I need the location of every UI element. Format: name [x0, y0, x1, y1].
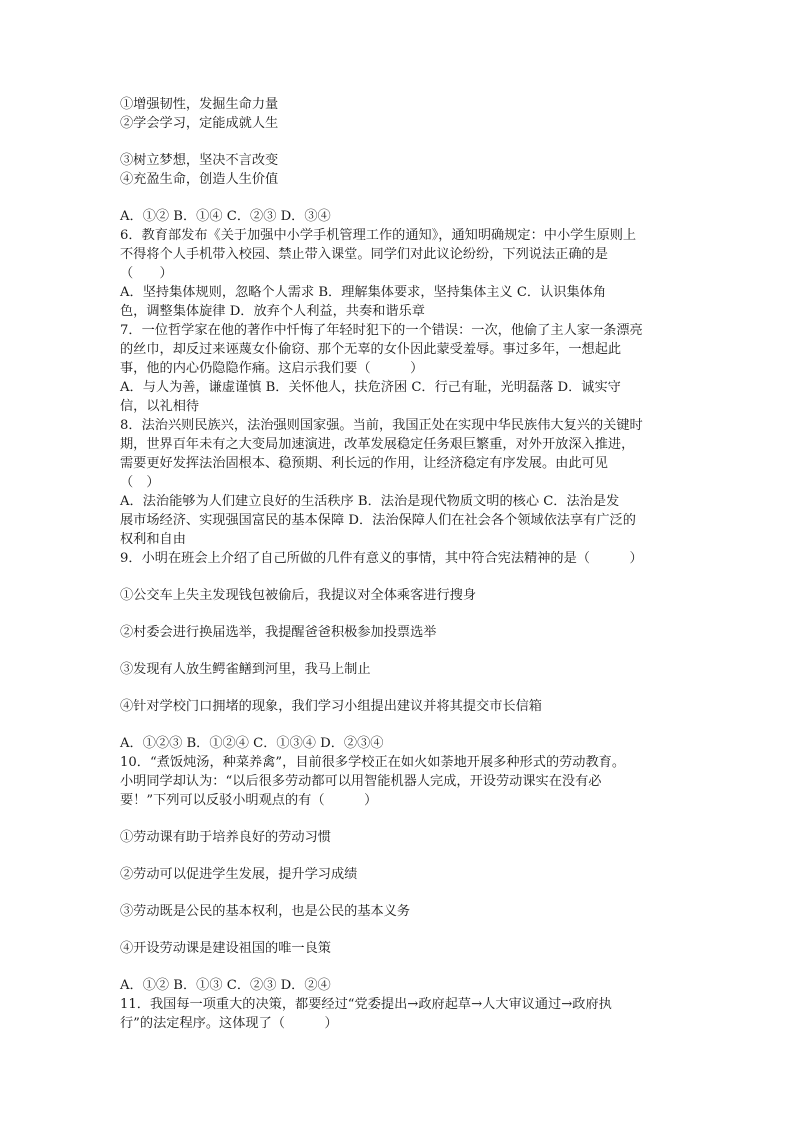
- blank-line: [120, 958, 676, 976]
- text-line: A．坚持集体规则，忽略个人需求 B．理解集体要求，坚持集体主义 C．认识集体角: [120, 285, 607, 300]
- text-line: ③劳动既是公民的基本权利，也是公民的基本义务: [120, 904, 411, 919]
- text-line: 权利和自由: [120, 532, 186, 547]
- text-line: 展市场经济、实现强国富民的基本保障 D．法治保障人们在社会各个领域依法享有广泛的: [120, 513, 636, 528]
- text-line: ②学会学习，定能成就人生: [120, 116, 279, 131]
- blank-line: [120, 884, 676, 902]
- blank-line: [120, 716, 676, 734]
- text-line: ④开设劳动课是建设祖国的唯一良策: [120, 941, 331, 956]
- blank-line: [120, 189, 676, 207]
- text-line: 8．法治兴则民族兴，法治强则国家强。当前，我国正处在实现中华民族伟大复兴的关键时: [120, 418, 643, 433]
- text-line: 10．“煮饭炖汤，种菜养禽”，目前很多学校正在如火如荼地开展多种形式的劳动教育。: [120, 755, 626, 770]
- text-line: ②村委会进行换届选举，我提醒爸爸积极参加投票选举: [120, 625, 437, 640]
- text-line: 6．教育部发布《关于加强中小学手机管理工作的通知》，通知明确规定：中小学生原则上: [120, 228, 637, 243]
- text-line: A．①② B．①③ C．②③ D．②④: [120, 978, 331, 993]
- text-line: 要！”下列可以反驳小明观点的有（ ）: [120, 793, 378, 808]
- text-line: （ ）: [120, 266, 173, 281]
- text-line: 信，以礼相待: [120, 399, 200, 414]
- blank-line: [120, 605, 676, 623]
- text-line: 色，调整集体旋律 D．放弃个人利益，共奏和谐乐章: [120, 304, 425, 319]
- text-line: 的丝巾，却反过来诬蔑女仆偷窃、那个无辜的女仆因此蒙受羞辱。事过多年，一想起此: [120, 342, 622, 357]
- blank-line: [120, 847, 676, 865]
- blank-line: [120, 642, 676, 660]
- text-line: 事，他的内心仍隐隐作痛。这启示我们要（ ）: [120, 361, 424, 376]
- text-line: ④充盈生命，创造人生价值: [120, 172, 279, 187]
- question-text-block: [120, 95, 676, 1033]
- text-line: ①增强韧性，发掘生命力量: [120, 97, 279, 112]
- text-line: ①公交车上失主发现钱包被偷后，我提议对全体乘客进行搜身: [120, 588, 477, 603]
- text-line: 行”的法定程序。这体现了（ ）: [120, 1016, 338, 1031]
- text-line: A．①②③ B．①②④ C．①③④ D．②③④: [120, 736, 384, 751]
- text-line: 期，世界百年未有之大变局加速演进，改革发展稳定任务艰巨繁重，对外开放深入推进，: [120, 437, 635, 452]
- blank-line: [120, 810, 676, 828]
- text-line: ③发现有人放生鳄雀鳝到河里，我马上制止: [120, 662, 371, 677]
- text-line: 需要更好发挥法治固根本、稳预期、利长远的作用，让经济稳定有序发展。由此可见: [120, 456, 608, 471]
- text-line: ②劳动可以促进学生发展，提升学习成绩: [120, 867, 358, 882]
- blank-line: [120, 679, 676, 697]
- text-line: 小明同学却认为：“以后很多劳动都可以用智能机器人完成，开设劳动课实在没有必: [120, 774, 602, 789]
- text-line: 不得将个人手机带入校园、禁止带入课堂。同学们对此议论纷纷，下列说法正确的是: [120, 247, 608, 262]
- text-line: A．与人为善，谦虚谨慎 B．关怀他人，扶危济困 C．行己有耻，光明磊落 D．诚实守: [120, 380, 621, 395]
- text-line: 11．我国每一项重大的决策，都要经过“党委提出→政府起草→人大审议通过→政府执: [120, 997, 612, 1012]
- text-line: ①劳动课有助于培养良好的劳动习惯: [120, 830, 331, 845]
- text-line: 9．小明在班会上介绍了自己所做的几件有意义的事情，其中符合宪法精神的是（ ）: [120, 551, 643, 566]
- text-line: A．①② B．①④ C．②③ D．③④: [120, 209, 331, 224]
- text-line: ③树立梦想，坚决不言改变: [120, 153, 279, 168]
- text-line: ④针对学校门口拥堵的现象，我们学习小组提出建议并将其提交市长信箱: [120, 699, 542, 714]
- text-line: （ ）: [120, 475, 160, 490]
- blank-line: [120, 921, 676, 939]
- text-line: 7．一位哲学家在他的著作中忏悔了年轻时犯下的一个错误：一次，他偷了主人家一条漂亮: [120, 323, 643, 338]
- blank-line: [120, 133, 676, 151]
- blank-line: [120, 568, 676, 586]
- text-line: A．法治能够为人们建立良好的生活秩序 B．法治是现代物质文明的核心 C．法治是发: [120, 494, 620, 509]
